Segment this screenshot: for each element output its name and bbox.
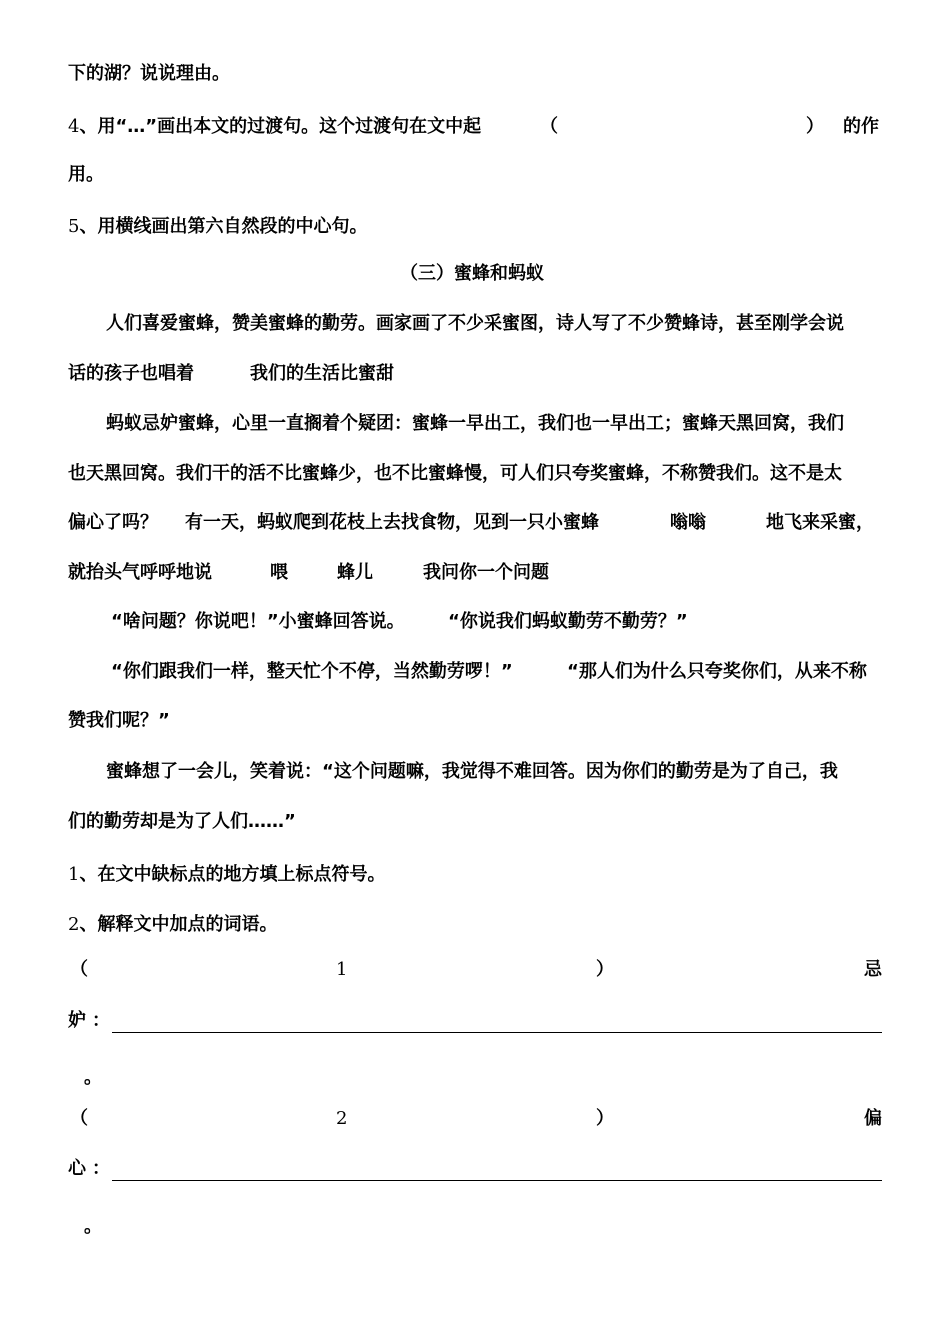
answer-close-paren: ） bbox=[806, 116, 824, 137]
paragraph-line: 就抬头气呼呼地说 bbox=[68, 562, 212, 583]
question-text: 、用“…”画出本文的过渡句。这个过渡句在文中起 bbox=[79, 116, 482, 137]
question-text-end: 的作 bbox=[843, 116, 879, 137]
item-number: 1 bbox=[336, 959, 348, 980]
text-segment: 偏心了吗？ bbox=[68, 512, 158, 533]
text-segment: 地飞来采蜜， bbox=[766, 512, 874, 533]
section-title: （三）蜜蜂和蚂蚁 bbox=[400, 263, 544, 284]
term-char: 妒 bbox=[68, 1010, 86, 1031]
paragraph-line: 也天黑回窝。我们干的活不比蜜蜂少，也不比蜜蜂慢，可人们只夸奖蜜蜂，不称赞我们。这不是太 bbox=[68, 463, 842, 484]
term-char bbox=[68, 1009, 110, 1033]
text-segment: 有一天，蚂蚁爬到花枝上去找食物，见到一只小蜜蜂 bbox=[185, 512, 599, 533]
question-4 bbox=[68, 115, 481, 139]
item-open-paren: （ bbox=[70, 959, 88, 980]
paragraph-line bbox=[68, 362, 394, 386]
text-line: 下的湖？说说理由。 bbox=[68, 63, 230, 84]
question-5 bbox=[68, 215, 367, 239]
question-number: 2 bbox=[68, 914, 80, 935]
item-close-paren: ） bbox=[596, 1108, 614, 1129]
answer-line[interactable] bbox=[112, 1180, 882, 1181]
question-text: 、用横线画出第六自然段的中心句。 bbox=[79, 216, 368, 237]
question-number: 4 bbox=[68, 116, 80, 137]
question-text: 、在文中缺标点的地方填上标点符号。 bbox=[79, 864, 386, 885]
question-text-cont: 用。 bbox=[68, 164, 104, 185]
question-number: 1 bbox=[68, 864, 80, 885]
text-segment: 我问你一个问题 bbox=[423, 562, 549, 583]
term-char: 心 bbox=[68, 1158, 86, 1179]
text-segment: 嗡嗡 bbox=[670, 512, 706, 533]
paragraph-line: 蜜蜂想了一会儿，笑着说：“这个问题嘛，我觉得不难回答。因为你们的勤劳是为了自己，我 bbox=[106, 761, 838, 782]
answer-open-paren: （ bbox=[540, 116, 558, 137]
question-2 bbox=[68, 913, 277, 937]
paragraph-line: 们的勤劳却是为了人们……” bbox=[68, 811, 296, 832]
question-1 bbox=[68, 863, 385, 887]
term-char bbox=[68, 1157, 110, 1181]
item-close-paren: ） bbox=[596, 959, 614, 980]
text-segment: 蜂儿 bbox=[337, 562, 373, 583]
dialogue-line: “那人们为什么只夸奖你们，从来不称 bbox=[567, 661, 867, 682]
dialogue-line: “你说我们蚂蚁勤劳不勤劳？” bbox=[448, 611, 688, 632]
period-mark: 。 bbox=[84, 1216, 102, 1237]
term-char: 偏 bbox=[864, 1108, 882, 1129]
item-open-paren: （ bbox=[70, 1108, 88, 1129]
dialogue-line: “啥问题？你说吧！”小蜜蜂回答说。 bbox=[111, 611, 405, 632]
question-text: 、解释文中加点的词语。 bbox=[79, 914, 278, 935]
colon: ： bbox=[92, 1010, 110, 1031]
text-segment: 我们的生活比蜜甜 bbox=[250, 363, 394, 384]
period-mark: 。 bbox=[84, 1067, 102, 1088]
text-segment: 话的孩子也唱着 bbox=[68, 363, 194, 384]
paragraph-line bbox=[68, 511, 158, 535]
paragraph-line: 蚂蚁忌妒蜜蜂，心里一直搁着个疑团：蜜蜂一早出工，我们也一早出工；蜜蜂天黑回窝，我们 bbox=[106, 413, 844, 434]
text-segment: 喂 bbox=[270, 562, 288, 583]
question-number: 5 bbox=[68, 216, 80, 237]
term-char: 忌 bbox=[864, 959, 882, 980]
item-number: 2 bbox=[336, 1108, 348, 1129]
dialogue-line: “你们跟我们一样，整天忙个不停，当然勤劳啰！” bbox=[111, 661, 513, 682]
dialogue-line: 赞我们呢？” bbox=[68, 710, 170, 731]
answer-line[interactable] bbox=[112, 1032, 882, 1033]
paragraph-line: 人们喜爱蜜蜂，赞美蜜蜂的勤劳。画家画了不少采蜜图，诗人写了不少赞蜂诗，甚至刚学会说 bbox=[106, 313, 844, 334]
colon: ： bbox=[92, 1158, 110, 1179]
